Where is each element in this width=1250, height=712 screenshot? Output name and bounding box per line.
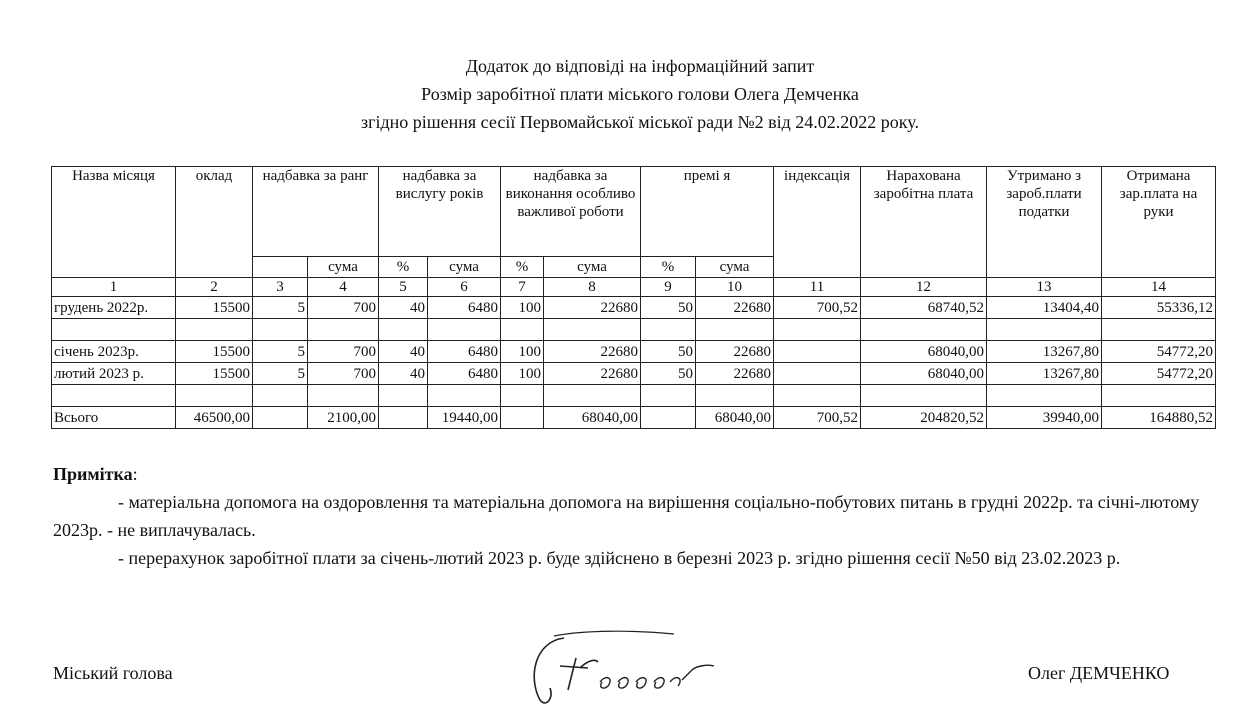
cell: 22680 (544, 297, 641, 319)
column-number: 13 (987, 278, 1102, 297)
subheader-pct: % (501, 257, 544, 278)
signatory-position: Міський голова (53, 663, 173, 683)
header-indexation: індексація (774, 167, 861, 278)
header-line-2: Розмір заробітної плати міського голови Олега Демченка (421, 84, 859, 104)
total-cell: 68040,00 (544, 407, 641, 429)
header-accrued: Нарахована заробітна плата (861, 167, 987, 278)
cell (774, 341, 861, 363)
header-important-work: надбавка за виконання особливо важливої роботи (501, 167, 641, 257)
header-rank: надбавка за ранг (253, 167, 379, 257)
header-bonus: премі я (641, 167, 774, 257)
cell: 54772,20 (1102, 341, 1216, 363)
cell: 22680 (544, 363, 641, 385)
column-number: 1 (52, 278, 176, 297)
cell: 100 (501, 297, 544, 319)
cell: 100 (501, 363, 544, 385)
cell: 13267,80 (987, 341, 1102, 363)
column-number: 6 (428, 278, 501, 297)
empty-row (52, 385, 1216, 407)
total-cell (253, 407, 308, 429)
column-number: 2 (176, 278, 253, 297)
subheader-pct: % (379, 257, 428, 278)
subheader-pct: % (641, 257, 696, 278)
total-cell: 700,52 (774, 407, 861, 429)
cell: 15500 (176, 297, 253, 319)
cell: 6480 (428, 363, 501, 385)
cell: 22680 (696, 297, 774, 319)
row-month: січень 2023р. (52, 341, 176, 363)
subheader-sum: сума (308, 257, 379, 278)
signatory-name: Олег ДЕМЧЕНКО (1028, 663, 1170, 683)
subheader-empty (253, 257, 308, 278)
cell: 6480 (428, 341, 501, 363)
total-cell: 204820,52 (861, 407, 987, 429)
note-item-1: - матеріальна допомога на оздоровлення та матеріальна допомога на вирішення соціально-побутових питань в грудні 2022р. та січні-лютому 2023р. - не виплачувалась. (53, 492, 1200, 540)
cell: 22680 (544, 341, 641, 363)
note-item-2: - перерахунок заробітної плати за січень-лютий 2023 р. буде здійснено в березні 2023 р. згідно рішення сесії №50 від 23.02.2023 р. (118, 548, 1121, 568)
signature-image (524, 628, 724, 712)
cell: 6480 (428, 297, 501, 319)
cell: 40 (379, 297, 428, 319)
column-number-row (52, 278, 1216, 297)
total-cell: 19440,00 (428, 407, 501, 429)
column-number: 4 (308, 278, 379, 297)
empty-row (52, 319, 1216, 341)
cell (774, 363, 861, 385)
cell: 700 (308, 297, 379, 319)
column-number: 12 (861, 278, 987, 297)
table-row (52, 297, 1216, 319)
cell: 15500 (176, 341, 253, 363)
cell: 700,52 (774, 297, 861, 319)
total-cell: 46500,00 (176, 407, 253, 429)
cell: 5 (253, 297, 308, 319)
total-cell (501, 407, 544, 429)
cell: 100 (501, 341, 544, 363)
column-number: 14 (1102, 278, 1216, 297)
note-title-line: Примітка: (53, 464, 138, 484)
cell: 22680 (696, 341, 774, 363)
cell: 68040,00 (861, 363, 987, 385)
subheader-sum: сума (696, 257, 774, 278)
cell: 54772,20 (1102, 363, 1216, 385)
cell: 700 (308, 363, 379, 385)
cell: 5 (253, 363, 308, 385)
note-section (53, 460, 1203, 572)
cell: 68040,00 (861, 341, 987, 363)
total-row (52, 407, 1216, 429)
header-tenure: надбавка за вислугу років (379, 167, 501, 257)
subheader-sum: сума (544, 257, 641, 278)
column-number: 7 (501, 278, 544, 297)
cell: 22680 (696, 363, 774, 385)
salary-table (51, 166, 1216, 429)
column-number: 11 (774, 278, 861, 297)
cell: 13404,40 (987, 297, 1102, 319)
header-line-1: Додаток до відповіді на інформаційний запит (465, 56, 815, 76)
header-line-3: згідно рішення сесії Первомайської міської ради №2 від 24.02.2022 року. (361, 112, 919, 132)
total-cell (379, 407, 428, 429)
cell: 50 (641, 341, 696, 363)
note-title: Примітка (53, 464, 133, 484)
cell: 68740,52 (861, 297, 987, 319)
cell: 5 (253, 341, 308, 363)
row-month: грудень 2022р. (52, 297, 176, 319)
column-number: 5 (379, 278, 428, 297)
cell: 15500 (176, 363, 253, 385)
cell: 13267,80 (987, 363, 1102, 385)
cell: 40 (379, 341, 428, 363)
table-row (52, 363, 1216, 385)
total-cell (641, 407, 696, 429)
header-received: Отримана зар.плата на руки (1102, 167, 1216, 278)
cell: 700 (308, 341, 379, 363)
row-month: лютий 2023 р. (52, 363, 176, 385)
cell: 50 (641, 363, 696, 385)
column-number: 3 (253, 278, 308, 297)
total-label: Всього (52, 407, 176, 429)
table-row (52, 341, 1216, 363)
cell: 50 (641, 297, 696, 319)
total-cell: 39940,00 (987, 407, 1102, 429)
subheader-sum: сума (428, 257, 501, 278)
total-cell: 2100,00 (308, 407, 379, 429)
total-cell: 68040,00 (696, 407, 774, 429)
column-number: 8 (544, 278, 641, 297)
column-number: 9 (641, 278, 696, 297)
header-salary: оклад (176, 167, 253, 278)
document-header (0, 52, 1250, 136)
column-number: 10 (696, 278, 774, 297)
header-month: Назва місяця (52, 167, 176, 278)
cell: 55336,12 (1102, 297, 1216, 319)
header-withheld: Утримано з зароб.плати податки (987, 167, 1102, 278)
cell: 40 (379, 363, 428, 385)
total-cell: 164880,52 (1102, 407, 1216, 429)
